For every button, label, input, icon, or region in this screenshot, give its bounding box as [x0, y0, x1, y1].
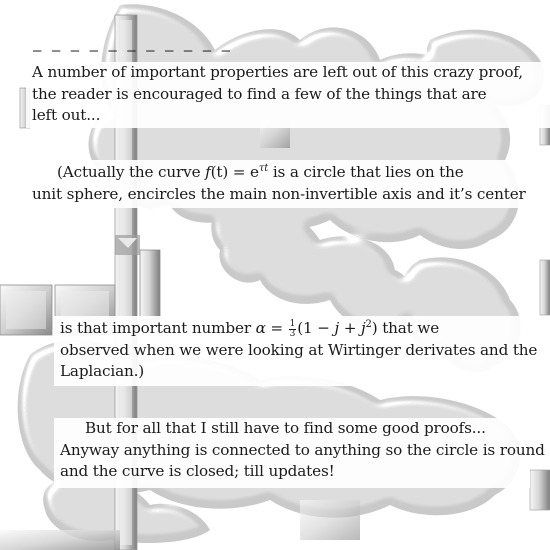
p3-j1: j [334, 319, 340, 337]
p3-plus: + [339, 319, 361, 337]
paragraph-3-line-1 [60, 318, 537, 340]
p3-paren: (1 − [297, 319, 335, 337]
p3-fraction [289, 320, 297, 339]
separator-dashes: – – – – – – – – – – – [33, 43, 232, 59]
p3-eq: = [265, 319, 288, 337]
paragraph-1-line-2: the reader is encouraged to find a few of the things that are [32, 84, 487, 103]
paragraph-1 [32, 62, 523, 127]
p2-text-a: (Actually the curve [57, 163, 206, 181]
p3-frac-den: 3 [289, 328, 296, 339]
paragraph-2-line-1 [32, 162, 526, 184]
p3-frac-num: 1 [289, 318, 296, 329]
p3-text-b: that we [377, 319, 440, 337]
p2-math-t: (t) = e [210, 163, 259, 181]
paragraph-1-line-3: left out... [32, 106, 101, 124]
paragraph-2 [32, 162, 526, 205]
p2-math-f: f [205, 163, 211, 181]
p3-j2: j [360, 319, 366, 337]
paragraph-4 [60, 418, 545, 483]
paragraph-3-line-2: observed when we were looking at Wirtinger derivates and the [60, 340, 538, 359]
p2-exponent: τt [258, 162, 269, 174]
paragraph-3 [60, 318, 537, 383]
paragraph-4-line-2: Anyway anything is connected to anything so the circle is round [60, 440, 545, 459]
p2-text-b: is a circle that lies on the [268, 163, 464, 181]
paragraph-4-line-3: and the curve is closed; till updates! [60, 462, 335, 480]
paragraph-4-line-1: But for all that I still have to find some good proofs... [85, 419, 486, 437]
paragraph-2-line-2: unit sphere, encircles the main non-invertible axis and it’s center [32, 184, 526, 203]
p3-text-a: is that important number [60, 319, 256, 337]
p3-close: ) [371, 319, 378, 337]
paragraph-3-line-3: Laplacian.) [60, 362, 145, 380]
paragraph-1-line-1: A number of important properties are left out of this crazy proof, [32, 63, 523, 81]
p3-alpha: α [255, 319, 266, 337]
p3-exp2: 2 [365, 318, 372, 330]
